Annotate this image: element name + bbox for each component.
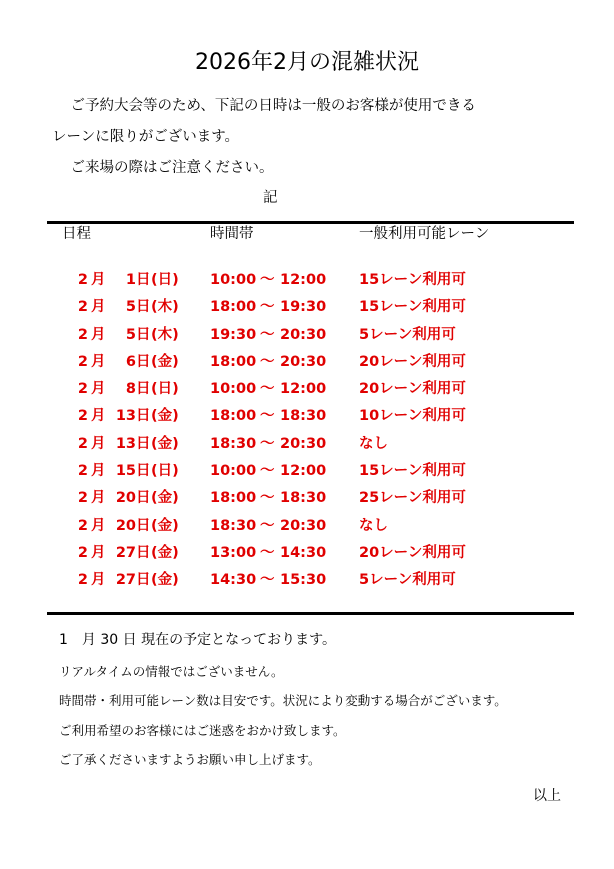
weekday-value: (金): [151, 353, 179, 370]
lanes-available: 5レーン利用可: [359, 572, 456, 589]
end-time: 18:30: [280, 490, 327, 507]
lanes-available: 10レーン利用可: [359, 408, 466, 425]
weekday-value: (日): [151, 381, 179, 398]
month-value: 2: [77, 572, 88, 589]
end-time: 12:00: [280, 272, 327, 288]
day-value: 15: [115, 463, 136, 480]
month-value: 2: [77, 490, 88, 507]
time-separator: ～: [260, 326, 275, 343]
time-separator: ～: [260, 572, 275, 589]
page-title: 2026年2月の混雑状況: [195, 50, 419, 75]
day-label: 日: [136, 299, 151, 316]
start-time: 10:00: [210, 463, 257, 480]
lanes-available: 15レーン利用可: [359, 463, 466, 480]
table-row: [0, 322, 614, 349]
day-label: 日: [136, 435, 151, 452]
header-lanes: 一般利用可能レーン: [359, 226, 490, 242]
time-separator: ～: [260, 299, 275, 316]
table-row: [0, 513, 614, 540]
month-value: 2: [77, 408, 88, 425]
lanes-available: 20レーン利用可: [359, 353, 466, 370]
day-label: 日: [136, 272, 151, 288]
end-time: 14:30: [280, 544, 327, 561]
time-separator: ～: [260, 408, 275, 425]
weekday-value: (金): [151, 572, 179, 589]
lanes-available: 25レーン利用可: [359, 490, 466, 507]
start-time: 18:00: [210, 299, 257, 316]
day-label: 日: [136, 572, 151, 589]
start-time: 18:00: [210, 408, 257, 425]
weekday-value: (金): [151, 544, 179, 561]
header-time: 時間帯: [210, 226, 254, 242]
month-label: 月: [91, 272, 106, 288]
start-time: 18:00: [210, 490, 257, 507]
schedule-table: [0, 267, 614, 595]
note-request: ご了承くださいますようお願い申し上げます。: [59, 752, 321, 767]
time-separator: ～: [260, 272, 275, 288]
table-row: [0, 540, 614, 567]
end-time: 20:30: [280, 326, 327, 343]
end-time: 20:30: [280, 353, 327, 370]
day-value: 8: [125, 381, 136, 398]
table-row: [0, 294, 614, 321]
day-label: 日: [136, 381, 151, 398]
bottom-divider: [47, 612, 574, 615]
intro-line-1: ご予約大会等のため、下記の日時は一般のお客様が使用できる: [56, 98, 476, 114]
end-time: 12:00: [280, 381, 327, 398]
month-label: 月: [91, 299, 106, 316]
table-row: [0, 485, 614, 512]
day-label: 日: [136, 490, 151, 507]
start-time: 18:00: [210, 353, 257, 370]
month-value: 2: [77, 353, 88, 370]
day-value: 27: [115, 544, 136, 561]
month-label: 月: [91, 381, 106, 398]
time-separator: ～: [260, 353, 275, 370]
day-label: 日: [136, 517, 151, 534]
closing-mark: 以上: [533, 788, 561, 804]
intro-line-3: ご来場の際はご注意ください。: [56, 160, 274, 176]
day-label: 日: [136, 326, 151, 343]
time-separator: ～: [260, 381, 275, 398]
table-row: [0, 567, 614, 594]
day-label: 日: [136, 544, 151, 561]
day-label: 日: [136, 353, 151, 370]
intro-line-2: レーンに限りがございます。: [52, 129, 240, 145]
day-value: 5: [125, 299, 136, 316]
start-time: 18:30: [210, 435, 257, 452]
day-value: 13: [115, 408, 136, 425]
month-value: 2: [77, 299, 88, 316]
note-as-of-date: 1 月 30 日 現在の予定となっております。: [59, 632, 336, 648]
day-value: 27: [115, 572, 136, 589]
day-value: 1: [125, 272, 136, 288]
start-time: 10:00: [210, 272, 257, 288]
weekday-value: (日): [151, 463, 179, 480]
table-row: [0, 458, 614, 485]
time-separator: ～: [260, 517, 275, 534]
time-separator: ～: [260, 435, 275, 452]
month-label: 月: [91, 544, 106, 561]
month-label: 月: [91, 326, 106, 343]
lanes-available: 20レーン利用可: [359, 544, 466, 561]
end-time: 12:00: [280, 463, 327, 480]
note-not-realtime: リアルタイムの情報ではございません。: [59, 664, 284, 679]
month-value: 2: [77, 381, 88, 398]
lanes-available: なし: [359, 435, 388, 452]
day-value: 13: [115, 435, 136, 452]
month-label: 月: [91, 490, 106, 507]
end-time: 20:30: [280, 517, 327, 534]
header-date: 日程: [62, 226, 91, 242]
lanes-available: 15レーン利用可: [359, 299, 466, 316]
weekday-value: (木): [151, 299, 179, 316]
weekday-value: (金): [151, 408, 179, 425]
table-row: [0, 267, 614, 294]
month-value: 2: [77, 326, 88, 343]
time-separator: ～: [260, 544, 275, 561]
table-row: [0, 431, 614, 458]
start-time: 18:30: [210, 517, 257, 534]
start-time: 14:30: [210, 572, 257, 589]
end-time: 18:30: [280, 408, 327, 425]
month-label: 月: [91, 517, 106, 534]
month-label: 月: [91, 463, 106, 480]
day-label: 日: [136, 408, 151, 425]
month-value: 2: [77, 463, 88, 480]
lanes-available: 5レーン利用可: [359, 326, 456, 343]
time-separator: ～: [260, 463, 275, 480]
note-estimate: 時間帯・利用可能レーン数は目安です。状況により変動する場合がございます。: [59, 693, 507, 708]
month-label: 月: [91, 572, 106, 589]
day-value: 6: [125, 353, 136, 370]
month-value: 2: [77, 544, 88, 561]
table-row: [0, 403, 614, 430]
table-row: [0, 349, 614, 376]
day-value: 20: [115, 517, 136, 534]
lanes-available: なし: [359, 517, 388, 534]
month-label: 月: [91, 408, 106, 425]
day-label: 日: [136, 463, 151, 480]
time-separator: ～: [260, 490, 275, 507]
month-value: 2: [77, 517, 88, 534]
month-value: 2: [77, 435, 88, 452]
day-value: 5: [125, 326, 136, 343]
lanes-available: 20レーン利用可: [359, 381, 466, 398]
weekday-value: (金): [151, 435, 179, 452]
top-divider: [47, 221, 574, 224]
day-value: 20: [115, 490, 136, 507]
start-time: 10:00: [210, 381, 257, 398]
lanes-available: 15レーン利用可: [359, 272, 466, 288]
end-time: 19:30: [280, 299, 327, 316]
month-label: 月: [91, 435, 106, 452]
weekday-value: (金): [151, 490, 179, 507]
weekday-value: (日): [151, 272, 179, 288]
start-time: 13:00: [210, 544, 257, 561]
weekday-value: (木): [151, 326, 179, 343]
weekday-value: (金): [151, 517, 179, 534]
month-label: 月: [91, 353, 106, 370]
table-row: [0, 376, 614, 403]
start-time: 19:30: [210, 326, 257, 343]
end-time: 20:30: [280, 435, 327, 452]
month-value: 2: [77, 272, 88, 288]
end-time: 15:30: [280, 572, 327, 589]
ki-heading: 記: [263, 190, 278, 206]
note-apology: ご利用希望のお客様にはご迷惑をおかけ致します。: [59, 723, 346, 738]
